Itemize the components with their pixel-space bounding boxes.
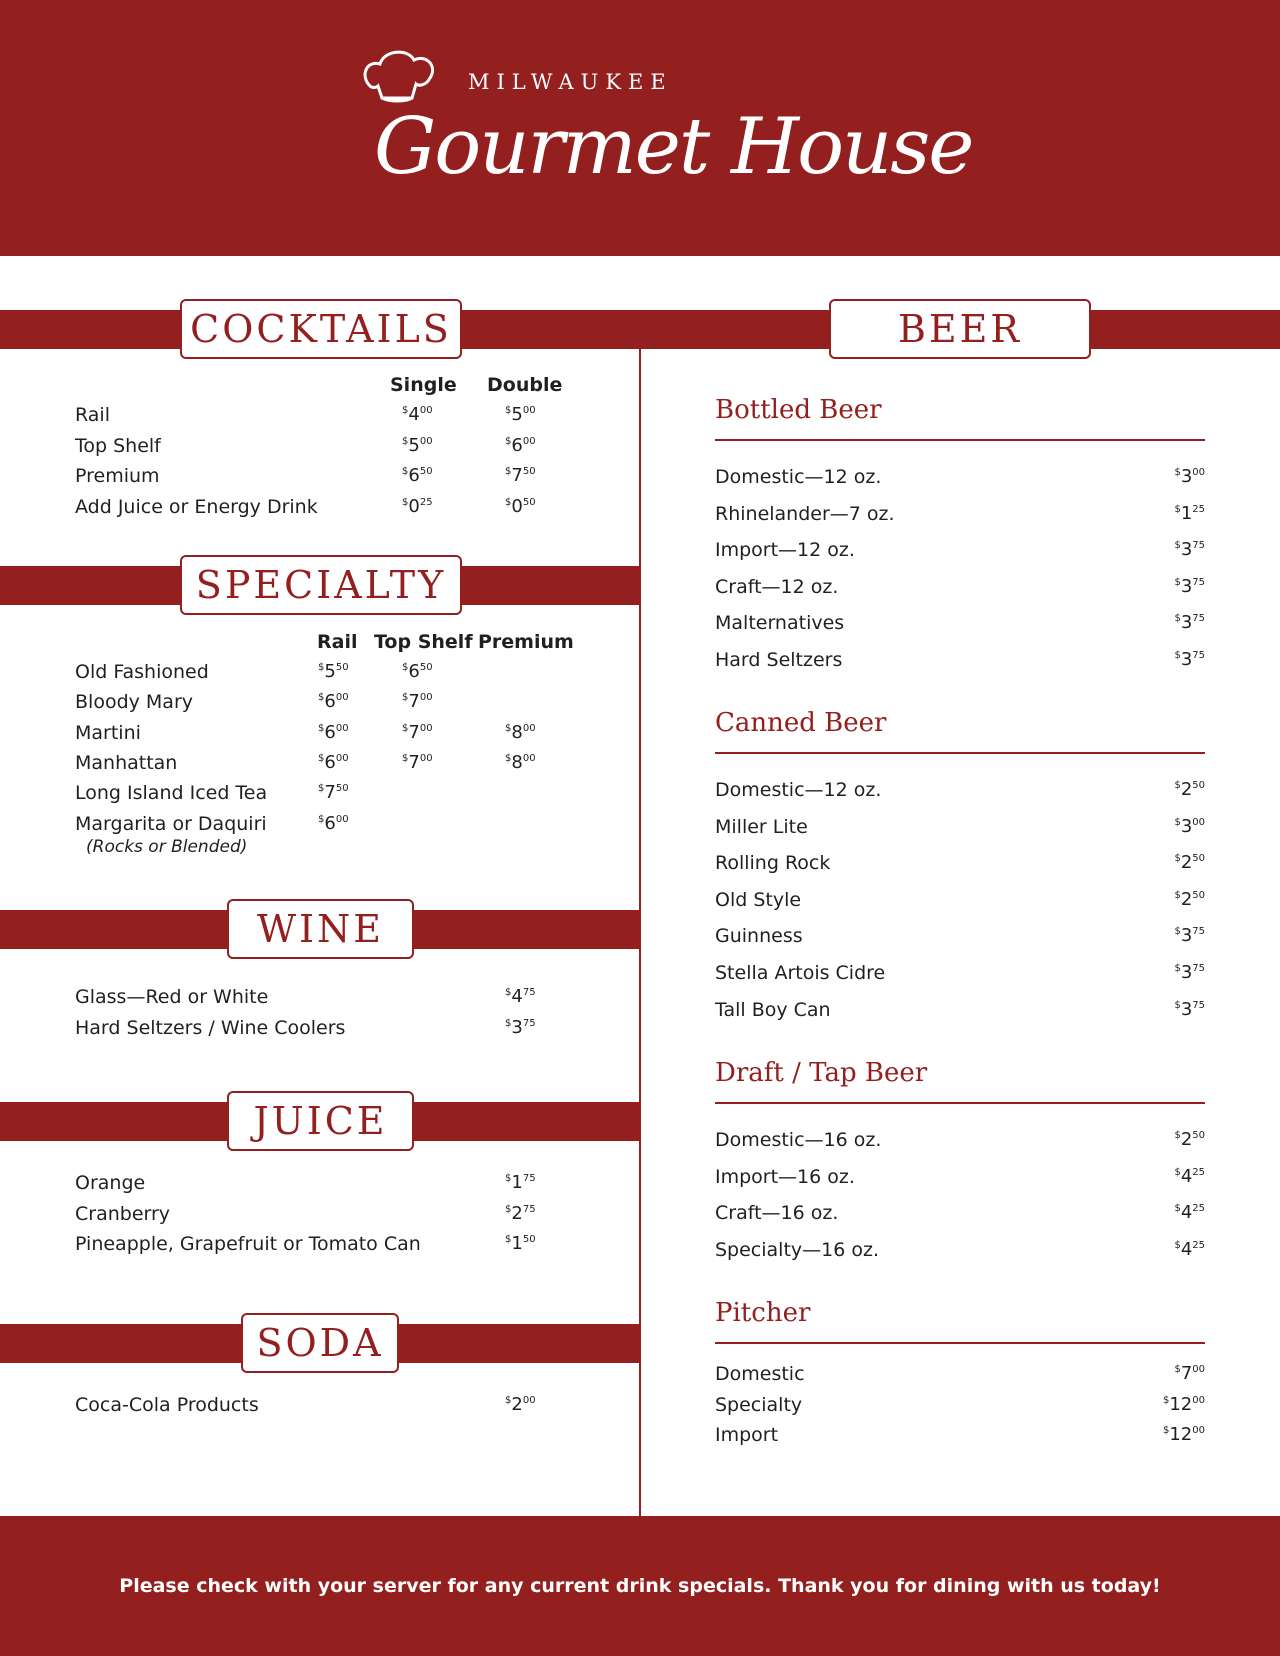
menu-item-price: $^{\$}3^{00}$	[1174, 815, 1205, 837]
beer-heading: BEER	[829, 299, 1091, 359]
menu-item-name: Miller Lite	[715, 815, 808, 838]
menu-item-name: Add Juice or Energy Drink	[75, 495, 318, 518]
menu-item-name: Rhinelander—7 oz.	[715, 502, 895, 525]
menu-item-price: $^{\$}3^{75}$	[1174, 962, 1205, 983]
beer-subheading-rule	[715, 1342, 1205, 1344]
beer-subheading: Canned Beer	[715, 708, 887, 738]
beer-subheading-rule	[715, 1102, 1205, 1104]
juice-heading: JUICE	[227, 1091, 414, 1151]
menu-item-price: $^{\$}5^{50}$	[318, 661, 349, 682]
menu-item-name: Stella Artois Cidre	[715, 962, 886, 984]
menu-item-note: (Rocks or Blended)	[86, 836, 248, 857]
menu-item-price: $^{\$}4^{00}$	[402, 404, 433, 425]
beer-subheading-rule	[715, 439, 1205, 441]
menu-item-price: $^{\$}1^{75}$	[505, 1172, 536, 1193]
menu-item-name: Malternatives	[715, 612, 845, 635]
menu-item-price: $^{\$}1^{50}$	[505, 1233, 536, 1254]
menu-item-name: Guinness	[715, 925, 803, 948]
menu-item-name: Tall Boy Can	[715, 998, 831, 1021]
menu-item-name: Margarita or Daquiri	[75, 812, 267, 835]
menu-item-price: $^{\$}2^{50}$	[1174, 852, 1205, 874]
menu-item-price: $^{\$}4^{25}$	[1174, 1165, 1205, 1187]
menu-item-price: $^{\$}6^{00}$	[318, 812, 349, 834]
logo	[360, 40, 973, 210]
menu-item-price: $^{\$}2^{50}$	[1174, 1129, 1205, 1150]
menu-item-price: $^{\$}3^{75}$	[1174, 539, 1205, 561]
menu-item-price: $^{\$}3^{75}$	[1174, 575, 1205, 597]
menu-item-price: $^{\$}2^{75}$	[505, 1202, 536, 1224]
menu-item-name: Cranberry	[75, 1202, 171, 1225]
menu-item-price: $^{\$}5^{00}$	[505, 404, 536, 425]
menu-item-name: Domestic	[715, 1363, 805, 1385]
menu-item-price: $^{\$}7^{00}$	[402, 721, 433, 743]
menu-item-price: $^{\$}5^{00}$	[402, 434, 433, 456]
logo-name: Gourmet House	[374, 102, 973, 192]
header-banner	[0, 0, 1280, 256]
menu-item-price: $^{\$}7^{00}$	[1174, 1363, 1205, 1384]
column-header: Premium	[478, 631, 574, 653]
menu-item-price: $^{\$}1^{25}$	[1174, 502, 1205, 524]
menu-item-name: Orange	[75, 1172, 146, 1194]
wine-heading: WINE	[227, 899, 414, 959]
menu-item-price: $^{\$}3^{75}$	[1174, 998, 1205, 1020]
menu-item-name: Pineapple, Grapefruit or Tomato Can	[75, 1233, 421, 1255]
menu-item-name: Import—12 oz.	[715, 539, 855, 562]
menu-item-price: $^{\$}3^{00}$	[1174, 466, 1205, 487]
menu-item-price: $^{\$}8^{00}$	[505, 751, 536, 773]
menu-item-name: Domestic—16 oz.	[715, 1129, 882, 1151]
cocktails-heading: COCKTAILS	[180, 299, 462, 359]
menu-item-price: $^{\$}6^{00}$	[505, 434, 536, 456]
menu-item-name: Domestic—12 oz.	[715, 779, 882, 801]
menu-item-name: Domestic—12 oz.	[715, 466, 882, 488]
menu-item-price: $^{\$}3^{75}$	[1174, 649, 1205, 670]
menu-item-name: Import—16 oz.	[715, 1165, 855, 1188]
menu-item-price: $^{\$}0^{25}$	[402, 495, 433, 517]
column-header: Single	[390, 374, 457, 396]
menu-item-name: Rolling Rock	[715, 852, 831, 875]
menu-item-name: Old Fashioned	[75, 661, 209, 683]
logo-city: MILWAUKEE	[468, 70, 673, 94]
menu-item-name: Hard Seltzers	[715, 649, 843, 671]
menu-item-price: $^{\$}6^{00}$	[318, 751, 349, 773]
menu-item-name: Specialty	[715, 1393, 803, 1416]
column-header: Double	[487, 374, 563, 396]
beer-subheading: Bottled Beer	[715, 395, 882, 425]
menu-item-name: Specialty—16 oz.	[715, 1238, 880, 1261]
menu-item-price: $^{\$}12^{00}$	[1162, 1393, 1205, 1415]
menu-item-price: $^{\$}3^{75}$	[505, 1016, 536, 1038]
menu-item-price: $^{\$}4^{25}$	[1174, 1202, 1205, 1224]
menu-item-price: $^{\$}6^{50}$	[402, 661, 433, 682]
menu-item-name: Top Shelf	[75, 434, 161, 457]
menu-item-name: Manhattan	[75, 751, 178, 774]
menu-item-price: $^{\$}3^{75}$	[1174, 925, 1205, 947]
menu-item-name: Premium	[75, 465, 160, 487]
menu-item-price: $^{\$}6^{50}$	[402, 465, 433, 486]
soda-heading: SODA	[241, 1313, 399, 1373]
menu-item-name: Hard Seltzers / Wine Coolers	[75, 1016, 346, 1039]
menu-item-price: $^{\$}2^{50}$	[1174, 779, 1205, 800]
menu-item-name: Craft—16 oz.	[715, 1202, 839, 1225]
menu-item-price: $^{\$}3^{75}$	[1174, 612, 1205, 634]
menu-item-name: Long Island Iced Tea	[75, 782, 268, 805]
menu-item-price: $^{\$}6^{00}$	[318, 691, 349, 713]
menu-item-name: Bloody Mary	[75, 691, 193, 714]
menu-item-price: $^{\$}4^{75}$	[505, 986, 536, 1007]
specialty-heading: SPECIALTY	[180, 555, 462, 615]
menu-item-name: Martini	[75, 721, 141, 744]
menu-item-price: $^{\$}7^{00}$	[402, 691, 433, 713]
menu-item-price: $^{\$}7^{00}$	[402, 751, 433, 773]
menu-item-name: Glass—Red or White	[75, 986, 269, 1008]
menu-item-price: $^{\$}4^{25}$	[1174, 1238, 1205, 1260]
menu-item-price: $^{\$}2^{50}$	[1174, 888, 1205, 910]
menu-item-price: $^{\$}7^{50}$	[505, 465, 536, 486]
menu-item-name: Old Style	[715, 888, 802, 911]
menu-item-name: Rail	[75, 404, 110, 426]
footer-message: Please check with your server for any current drink specials. Thank you for dining with us today!	[119, 1575, 1161, 1597]
column-header: Top Shelf	[374, 631, 473, 653]
footer-banner	[0, 1516, 1280, 1656]
menu-item-price: $^{\$}12^{00}$	[1162, 1424, 1205, 1445]
menu-item-name: Import	[715, 1424, 779, 1446]
column-header: Rail	[317, 631, 358, 653]
beer-subheading-rule	[715, 752, 1205, 754]
menu-item-price: $^{\$}8^{00}$	[505, 721, 536, 743]
beer-subheading: Draft / Tap Beer	[715, 1058, 928, 1088]
menu-item-name: Craft—12 oz.	[715, 575, 839, 598]
menu-item-price: $^{\$}6^{00}$	[318, 721, 349, 743]
menu-item-name: Coca-Cola Products	[75, 1394, 259, 1416]
menu-item-price: $^{\$}0^{50}$	[505, 495, 536, 517]
menu-item-price: $^{\$}7^{50}$	[318, 782, 349, 804]
menu-item-price: $^{\$}2^{00}$	[505, 1394, 536, 1415]
beer-subheading: Pitcher	[715, 1298, 811, 1328]
